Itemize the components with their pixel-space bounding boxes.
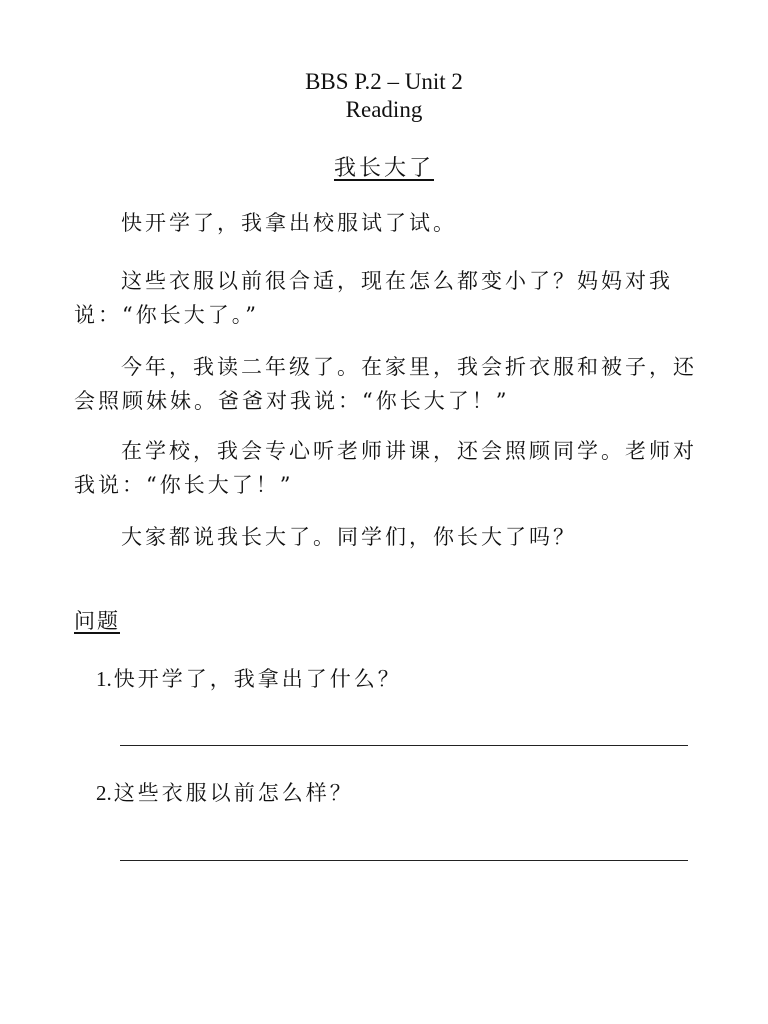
question-1-number: 1. bbox=[96, 667, 112, 691]
answer-line-2[interactable] bbox=[120, 860, 688, 861]
story-paragraph-4: 在学校，我会专心听老师讲课，还会照顾同学。老师对我说：“你长大了！” bbox=[74, 439, 697, 497]
story-paragraph-1: 快开学了，我拿出校服试了试。 bbox=[121, 211, 457, 235]
question-2-number: 2. bbox=[96, 781, 112, 805]
worksheet-subtitle: Reading bbox=[345, 97, 423, 122]
questions-heading: 问题 bbox=[74, 609, 120, 633]
question-2 bbox=[96, 778, 354, 808]
story-title-text: 我长大了 bbox=[333, 156, 434, 181]
story-title bbox=[0, 154, 768, 184]
answer-line-1[interactable] bbox=[120, 745, 688, 746]
story-paragraph-3: 今年，我读二年级了。在家里，我会折衣服和被子，还会照顾妹妹。爸爸对我说：“你长大了！” bbox=[74, 355, 697, 413]
story-paragraph-2: 这些衣服以前很合适，现在怎么都变小了？妈妈对我说：“你长大了。” bbox=[74, 269, 673, 327]
worksheet-title: BBS P.2 – Unit 2 bbox=[305, 69, 463, 94]
story-paragraph-5: 大家都说我长大了。同学们，你长大了吗？ bbox=[121, 525, 577, 549]
question-2-text: 这些衣服以前怎么样？ bbox=[113, 781, 354, 805]
question-1-text: 快开学了，我拿出了什么？ bbox=[113, 667, 402, 691]
question-1 bbox=[96, 664, 402, 694]
